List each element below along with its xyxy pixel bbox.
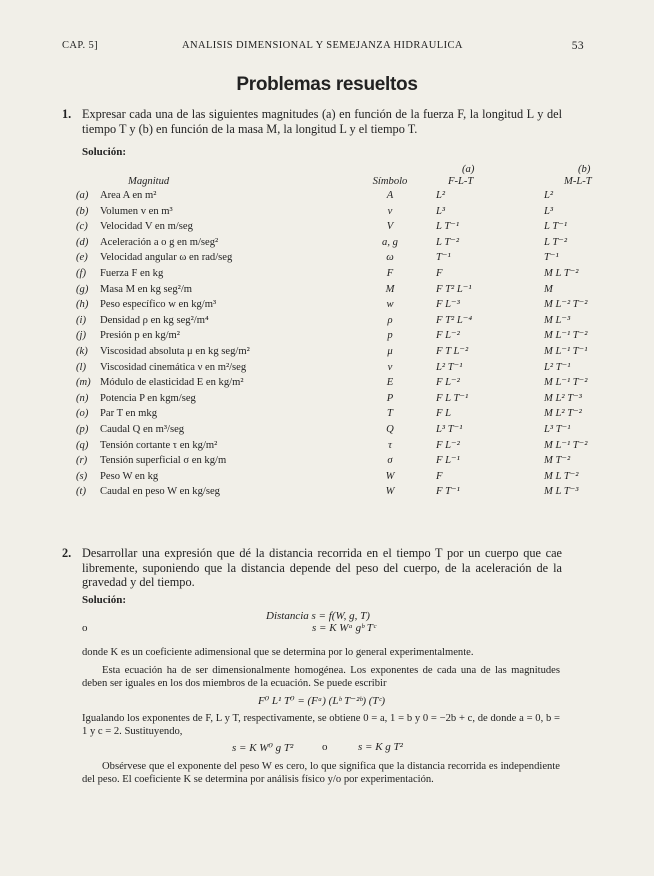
row-symbol: ν — [387, 361, 393, 373]
row-dim-mlt: L³ T⁻¹ — [544, 423, 571, 435]
header-a — [428, 162, 544, 188]
row-symbol: ω — [386, 252, 394, 264]
table-row — [76, 328, 644, 344]
equation-result-b: s = K g T² — [358, 741, 403, 753]
section-title: Problemas resueltos — [236, 74, 418, 95]
running-title: ANALISIS DIMENSIONAL Y SEMEJANZA HIDRAULICA — [182, 40, 463, 51]
row-letter: (b) — [76, 205, 89, 217]
table-row — [76, 484, 644, 500]
row-dim-flt: L³ T⁻¹ — [436, 423, 463, 435]
row-dim-mlt: L³ — [544, 205, 554, 217]
table-row — [76, 453, 644, 469]
table-row — [76, 422, 644, 438]
row-dim-flt: F L⁻¹ — [436, 455, 460, 467]
row-magnitude: Potencia P en kgm/seg — [100, 392, 196, 404]
row-letter: (g) — [76, 283, 89, 295]
row-magnitude: Peso específico w en kg/m³ — [100, 299, 217, 311]
row-symbol: M — [385, 283, 395, 295]
row-letter: (f) — [76, 267, 86, 279]
paragraph-exponents: Igualando los exponentes de F, L y T, respectivamente, se obtiene 0 = a, 1 = b y 0 = −2b + c, de donde a = 0, b = 1 y c = 2. Sustituyendo, — [82, 713, 560, 737]
row-magnitude: Tensión superficial σ en kg/m — [100, 455, 227, 467]
row-symbol: ρ — [387, 314, 393, 326]
row-dim-mlt: M L⁻¹ T⁻² — [544, 439, 588, 451]
row-magnitude: Velocidad angular ω en rad/seg — [100, 252, 233, 264]
row-dim-flt: F T² L⁻¹ — [436, 283, 472, 295]
row-dim-flt: F L — [436, 408, 452, 420]
row-magnitude: Presión p en kg/m² — [100, 330, 180, 342]
table-row — [76, 235, 644, 251]
row-symbol: E — [386, 377, 394, 389]
row-letter: (o) — [76, 408, 89, 420]
row-symbol: a, g — [382, 236, 398, 248]
row-dim-flt: F T L⁻² — [436, 345, 469, 357]
row-letter: (d) — [76, 236, 89, 248]
table-body — [76, 188, 644, 500]
row-letter: (e) — [76, 252, 88, 264]
row-letter: (i) — [76, 314, 86, 326]
row-letter: (n) — [76, 392, 89, 404]
row-dim-flt: F L⁻³ — [436, 299, 460, 311]
row-letter: (s) — [76, 470, 88, 482]
solution-label: Solución: — [82, 594, 127, 606]
table-row — [76, 219, 644, 235]
row-magnitude: Viscosidad cinemática ν en m²/seg — [100, 361, 247, 373]
header-symbol: Símbolo — [372, 176, 408, 187]
row-dim-mlt: L² T⁻¹ — [544, 361, 571, 373]
row-dim-flt: F L⁻² — [436, 439, 460, 451]
table-row — [76, 297, 644, 313]
row-dim-mlt: M L T⁻² — [544, 267, 579, 279]
row-magnitude: Volumen v en m³ — [100, 205, 173, 217]
row-dim-flt: F L⁻² — [436, 377, 460, 389]
solution-label: Solución: — [82, 146, 127, 158]
table-row — [76, 469, 644, 485]
row-dim-flt: F — [436, 267, 443, 279]
row-magnitude: Par T en mkg — [100, 408, 157, 420]
row-dim-mlt: M L T⁻² — [544, 470, 579, 482]
row-dim-mlt: M L² T⁻² — [544, 408, 582, 420]
equation-result-a: s = K W⁰ g T² — [232, 742, 294, 754]
row-magnitude: Tensión cortante τ en kg/m² — [100, 439, 218, 451]
equation-power-law: s = K Wᵃ gᵇ Tᶜ — [312, 622, 376, 634]
row-dim-mlt: M L⁻³ — [544, 314, 571, 326]
row-symbol: A — [386, 190, 394, 201]
header-b-label: (b) — [578, 164, 591, 175]
row-letter: (k) — [76, 345, 88, 357]
problem-1-statement — [62, 107, 562, 136]
row-dim-flt: F — [436, 470, 443, 482]
row-dim-mlt: M T⁻² — [544, 455, 571, 467]
row-magnitude: Masa M en kg seg²/m — [100, 283, 193, 295]
row-dim-mlt: T⁻¹ — [544, 252, 559, 264]
equation-or: o — [82, 622, 88, 634]
row-dim-flt: F L T⁻¹ — [436, 392, 469, 404]
header-a-label: (a) — [462, 164, 475, 175]
row-symbol: F — [386, 267, 394, 279]
table-row — [76, 266, 644, 282]
row-letter: (c) — [76, 221, 88, 233]
row-magnitude: Fuerza F en kg — [100, 267, 164, 279]
row-magnitude: Módulo de elasticidad E en kg/m² — [100, 377, 244, 389]
row-magnitude: Caudal en peso W en kg/seg — [100, 486, 220, 498]
row-symbol: W — [385, 470, 395, 482]
table-row — [76, 406, 644, 422]
row-dim-flt: L² T⁻¹ — [436, 361, 463, 373]
row-dim-flt: F T² L⁻⁴ — [436, 314, 473, 326]
row-symbol: T — [387, 408, 393, 420]
row-dim-flt: F L⁻² — [436, 330, 460, 342]
problem-2-statement — [62, 546, 562, 590]
row-symbol: v — [387, 205, 393, 217]
equation-distance: Distancia s = f(W, g, T) — [266, 610, 370, 622]
row-letter: (j) — [76, 330, 86, 342]
row-letter: (r) — [76, 455, 88, 467]
row-letter: (t) — [76, 486, 86, 498]
problem-number: 1. — [62, 107, 72, 121]
magnitudes-table — [76, 162, 644, 500]
header-b-sub: M-L-T — [564, 176, 592, 187]
row-dim-mlt: M L⁻¹ T⁻² — [544, 330, 588, 342]
table-row — [76, 282, 644, 298]
paragraph-coefficient: donde K es un coeficiente adimensional que se determina por lo general experimentalmente. — [82, 647, 474, 658]
row-dim-mlt: M — [544, 283, 553, 295]
equation-dimensions: F⁰ L¹ T⁰ = (Fᵃ) (Lᵇ T⁻²ᵇ) (Tᶜ) — [258, 695, 386, 707]
row-magnitude: Peso W en kg — [100, 470, 159, 482]
row-letter: (q) — [76, 439, 89, 451]
header-magnitude: Magnitud — [128, 176, 170, 187]
row-dim-flt: L³ — [436, 205, 446, 217]
paragraph-observation: Obsérvese que el exponente del peso W es cero, lo que significa que la distancia recorrida es independiente del peso. El coeficiente K se determina por análisis físico y/o por experimentación. — [82, 761, 560, 785]
table-row — [76, 344, 644, 360]
row-symbol: p — [387, 330, 393, 342]
row-letter: (m) — [76, 377, 91, 389]
row-symbol: P — [386, 392, 394, 404]
row-dim-flt: L² — [436, 190, 446, 201]
table-row — [76, 438, 644, 454]
row-magnitude: Caudal Q en m³/seg — [100, 423, 185, 435]
row-magnitude: Viscosidad absoluta μ en kg seg/m² — [100, 345, 250, 357]
row-symbol: Q — [386, 423, 394, 435]
row-symbol: μ — [387, 345, 393, 357]
table-row — [76, 313, 644, 329]
row-letter: (h) — [76, 299, 89, 311]
table-header-row — [76, 162, 644, 188]
problem-number: 2. — [62, 546, 72, 560]
row-dim-mlt: M L⁻² T⁻² — [544, 299, 588, 311]
row-dim-mlt: L T⁻¹ — [544, 221, 568, 233]
row-symbol: τ — [388, 439, 392, 451]
row-symbol: w — [386, 299, 394, 311]
row-magnitude: Aceleración a o g en m/seg² — [100, 236, 219, 248]
row-dim-mlt: M L⁻¹ T⁻¹ — [544, 345, 588, 357]
row-letter: (l) — [76, 361, 86, 373]
chapter-label: CAP. 5] — [62, 40, 99, 51]
row-symbol: σ — [387, 455, 393, 467]
table-row — [76, 360, 644, 376]
row-dim-mlt: M L² T⁻³ — [544, 392, 582, 404]
row-magnitude: Densidad ρ en kg seg²/m⁴ — [100, 314, 209, 326]
row-symbol: V — [386, 221, 394, 233]
row-dim-mlt: M L T⁻³ — [544, 486, 579, 498]
table-row — [76, 250, 644, 266]
page-number: 53 — [571, 40, 584, 52]
row-dim-flt: T⁻¹ — [436, 252, 451, 264]
row-dim-mlt: L T⁻² — [544, 236, 568, 248]
table-row — [76, 204, 644, 220]
row-dim-flt: F T⁻¹ — [436, 486, 460, 498]
header-a-sub: F-L-T — [448, 176, 474, 187]
row-symbol: W — [385, 486, 395, 498]
table-row — [76, 391, 644, 407]
row-magnitude: Area A en m² — [100, 190, 157, 201]
header-b — [544, 162, 644, 188]
table-row — [76, 375, 644, 391]
paragraph-homogeneity: Esta ecuación ha de ser dimensionalmente homogénea. Los exponentes de cada una de las magnitudes deben ser iguales en los dos miembros de la ecuación. Se puede escribir — [82, 665, 560, 689]
row-dim-flt: L T⁻¹ — [436, 221, 460, 233]
row-dim-flt: L T⁻² — [436, 236, 460, 248]
row-dim-mlt: L² — [544, 190, 554, 201]
table-row — [76, 188, 644, 204]
problem-text: Desarrollar una expresión que dé la distancia recorrida en el tiempo T por un cuerpo que cae libremente, suponiendo que la distancia depende del peso del cuerpo, de la aceleración de la gravedad y del tiempo. — [82, 546, 562, 589]
row-dim-mlt: M L⁻¹ T⁻² — [544, 377, 588, 389]
row-letter: (a) — [76, 190, 89, 201]
row-magnitude: Velocidad V en m/seg — [100, 221, 193, 233]
row-letter: (p) — [76, 423, 89, 435]
equation-result-or: o — [322, 741, 328, 753]
problem-text: Expresar cada una de las siguientes magnitudes (a) en función de la fuerza F, la longitud L y del tiempo T y (b) en función de la masa M, la longitud L y el tiempo T. — [82, 107, 562, 136]
